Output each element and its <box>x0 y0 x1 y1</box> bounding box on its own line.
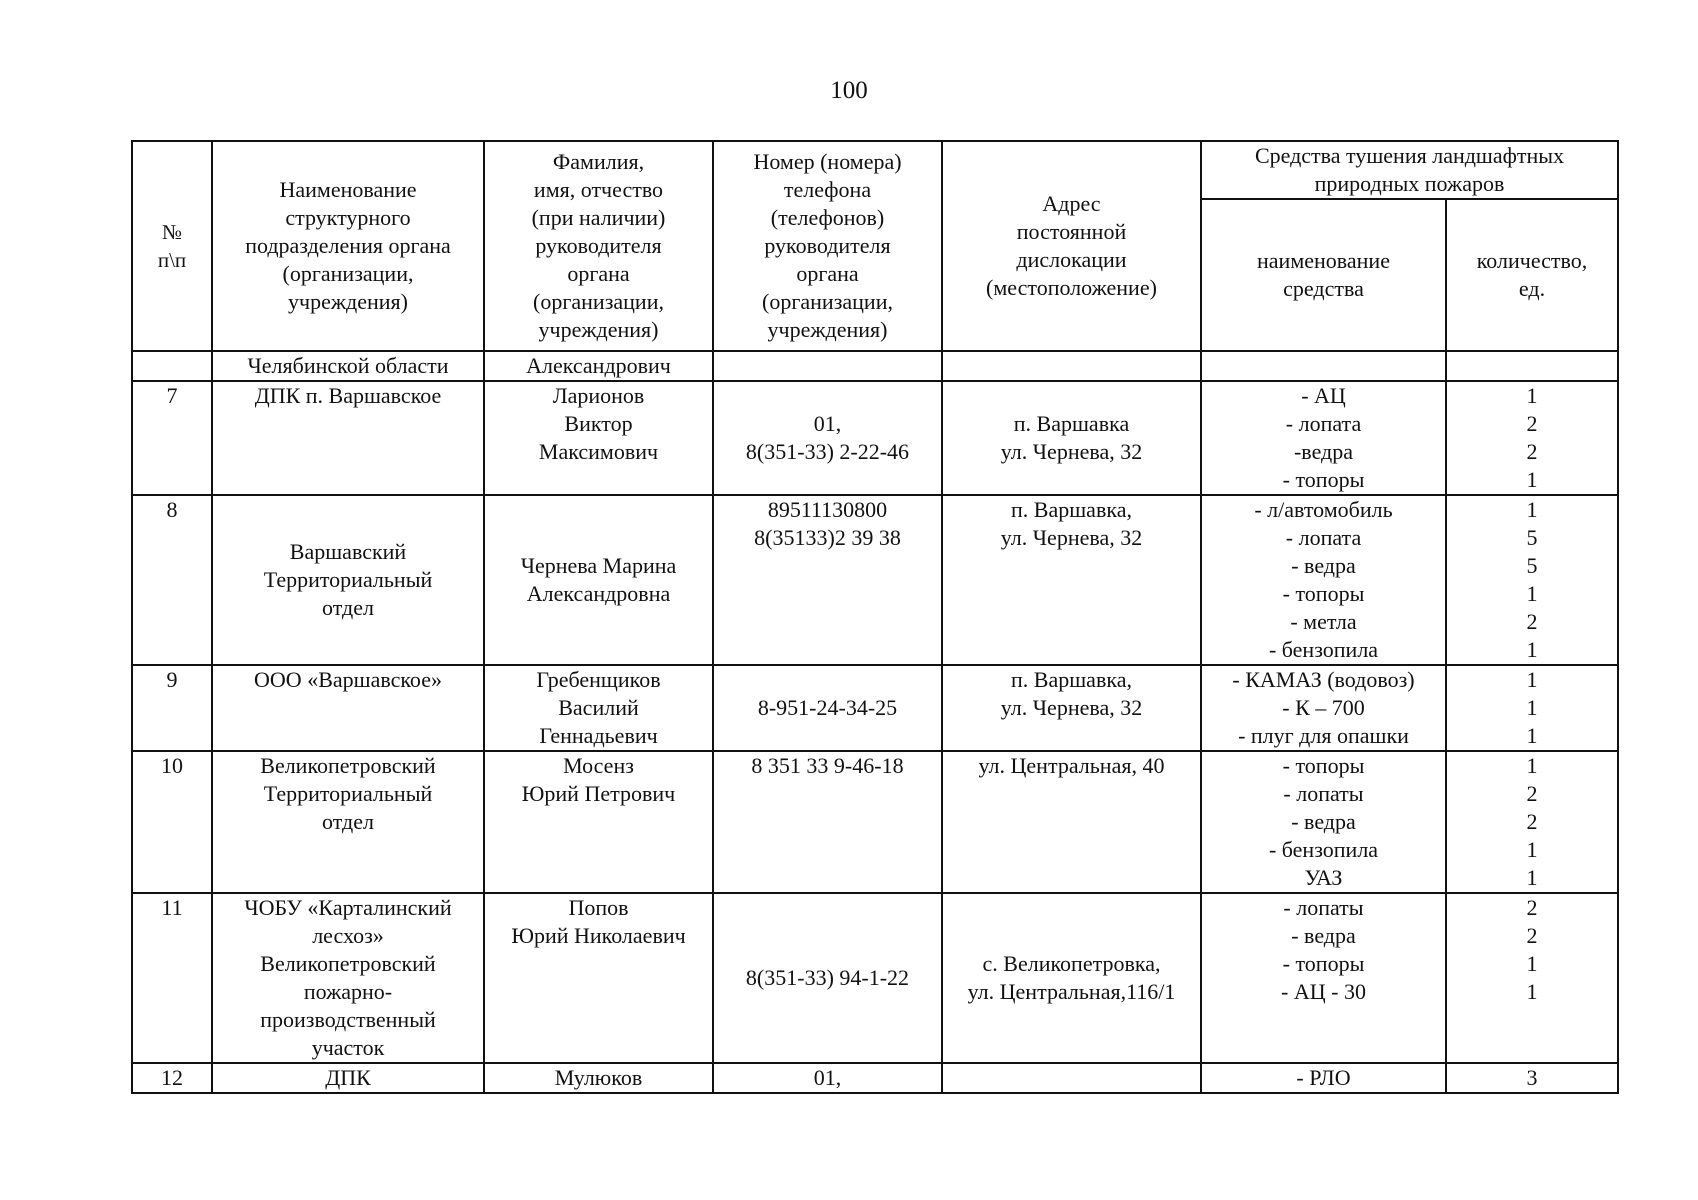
means-name <box>1201 751 1446 893</box>
phone-number <box>713 893 942 1063</box>
means-name <box>1201 381 1446 495</box>
head-name-line: Гребенщиков <box>536 667 661 692</box>
means-name <box>1201 665 1446 751</box>
phone-number-line: 01, <box>813 411 842 436</box>
means-quantity-line: 1 <box>1526 497 1538 522</box>
unit-name-line: лесхоз» <box>312 923 384 948</box>
header-means-name-line: наименование <box>1257 248 1390 273</box>
phone-number-line: 8 351 33 9-46-18 <box>751 753 904 778</box>
means-name-line: - К – 700 <box>1282 695 1365 720</box>
address-line: п. Варшавка, <box>1011 667 1132 692</box>
unit-name-line: участок <box>311 1035 385 1060</box>
header-phone-line: телефона <box>783 177 872 202</box>
header-address-line: Адрес <box>1042 191 1101 216</box>
means-quantity-line: 2 <box>1526 609 1538 634</box>
means-quantity-line: 1 <box>1526 667 1538 692</box>
address <box>942 351 1201 381</box>
header-means-group-line: природных пожаров <box>1314 171 1505 196</box>
means-quantity-line: 2 <box>1526 781 1538 806</box>
means-name <box>1201 351 1446 381</box>
table-row <box>132 1063 1618 1093</box>
phone-number <box>713 751 942 893</box>
head-name-line: Александровна <box>526 581 671 606</box>
means-quantity-line: 1 <box>1526 837 1538 862</box>
header-head-line: учреждения) <box>538 317 659 342</box>
phone-number-line: 8(351-33) 94-1-22 <box>745 965 910 990</box>
unit-name-line: ЧОБУ «Карталинский <box>244 895 452 920</box>
header-phone-line: Номер (номера) <box>753 149 902 174</box>
means-quantity-line: 1 <box>1526 865 1538 890</box>
means-name-line: - лопата <box>1285 525 1362 550</box>
phone-number <box>713 351 942 381</box>
header-means-qty <box>1446 199 1618 351</box>
header-unit-line: (организации, <box>282 261 414 286</box>
header-head-line: (организации, <box>533 289 664 314</box>
address-line: ул. Чернева, 32 <box>1000 439 1143 464</box>
means-name-line: - бензопила <box>1268 637 1379 662</box>
means-quantity-line: 2 <box>1526 439 1538 464</box>
head-name-line: Попов <box>568 895 629 920</box>
header-phone-line: учреждения) <box>767 317 888 342</box>
table-row <box>132 381 1618 495</box>
unit-name-line: ООО «Варшавское» <box>254 667 442 692</box>
page-number: 100 <box>830 77 868 104</box>
unit-name <box>212 751 484 893</box>
head-name-line: Виктор <box>564 411 633 436</box>
head-name-line: Александрович <box>526 353 671 378</box>
address-line: ул. Чернева, 32 <box>1000 525 1143 550</box>
unit-name-line: отдел <box>322 595 374 620</box>
address-line: с. Великопетровка, <box>982 951 1161 976</box>
header-head-line: Фамилия, <box>552 149 645 174</box>
head-name <box>484 381 713 495</box>
phone-number <box>713 381 942 495</box>
means-name-line: - топоры <box>1282 753 1365 778</box>
table-row <box>132 751 1618 893</box>
address <box>942 495 1201 665</box>
means-name-line: -ведра <box>1293 439 1354 464</box>
means-quantity-line: 1 <box>1526 383 1538 408</box>
header-phone-line: (организации, <box>762 289 893 314</box>
row-number: 10 <box>132 751 212 893</box>
means-quantity-line: 2 <box>1526 809 1538 834</box>
header-address-line: (местоположение) <box>986 275 1157 300</box>
header-address-line: постоянной <box>1016 219 1127 244</box>
means-name-line: - метла <box>1290 609 1357 634</box>
header-address <box>942 141 1201 351</box>
means-name-line: - КАМАЗ (водовоз) <box>1232 667 1415 692</box>
header-unit-line: подразделения органа <box>245 233 451 258</box>
unit-name-line: Варшавский <box>289 539 407 564</box>
means-name-line: - л/автомобиль <box>1254 497 1393 522</box>
header-means-group <box>1201 141 1618 199</box>
address <box>942 665 1201 751</box>
phone-number-line: 8(351-33) 2-22-46 <box>745 439 910 464</box>
header-num-line: № <box>161 220 183 244</box>
row-number: 9 <box>132 665 212 751</box>
row-number: 7 <box>132 381 212 495</box>
head-name-line: Максимович <box>538 439 659 464</box>
means-name-line: - топоры <box>1282 951 1365 976</box>
unit-name-line: Территориальный <box>263 781 433 806</box>
head-name <box>484 1063 713 1093</box>
head-name <box>484 665 713 751</box>
head-name <box>484 751 713 893</box>
means-name-line: УАЗ <box>1304 865 1343 890</box>
address <box>942 893 1201 1063</box>
phone-number <box>713 1063 942 1093</box>
means-quantity <box>1446 381 1618 495</box>
phone-number <box>713 495 942 665</box>
means-quantity-line: 1 <box>1526 753 1538 778</box>
unit-name <box>212 1063 484 1093</box>
row-number <box>132 351 212 381</box>
header-phone-line: (телефонов) <box>770 205 885 230</box>
means-name-line: - АЦ <box>1301 383 1346 408</box>
header-means-name <box>1201 199 1446 351</box>
unit-name-line: Территориальный <box>263 567 433 592</box>
head-name <box>484 351 713 381</box>
phone-number-line: 8-951-24-34-25 <box>757 695 898 720</box>
means-quantity-line: 2 <box>1526 411 1538 436</box>
row-number: 12 <box>132 1063 212 1093</box>
head-name-line: Ларионов <box>552 383 645 408</box>
phone-number <box>713 665 942 751</box>
table-row <box>132 893 1618 1063</box>
means-quantity <box>1446 751 1618 893</box>
phone-number-line: 01, <box>813 1065 842 1090</box>
means-name-line: - ведра <box>1291 809 1356 834</box>
means-quantity-line: 1 <box>1526 695 1538 720</box>
head-name-line: Юрий Петрович <box>521 781 676 806</box>
means-quantity <box>1446 1063 1618 1093</box>
unit-name-line: Челябинской области <box>247 353 449 378</box>
header-means-qty-line: ед. <box>1518 276 1546 301</box>
header-means-name-line: средства <box>1283 276 1364 301</box>
head-name <box>484 495 713 665</box>
unit-name-line: ДПК <box>325 1065 371 1090</box>
means-quantity <box>1446 665 1618 751</box>
address <box>942 381 1201 495</box>
address-line: ул. Чернева, 32 <box>1000 695 1143 720</box>
address <box>942 751 1201 893</box>
means-quantity-line: 1 <box>1526 581 1538 606</box>
means-name-line: - ведра <box>1291 923 1356 948</box>
header-phone-line: органа <box>796 261 859 286</box>
address-line: п. Варшавка <box>1013 411 1130 436</box>
unit-name <box>212 893 484 1063</box>
address <box>942 1063 1201 1093</box>
means-quantity-line: 5 <box>1526 525 1538 550</box>
head-name-line: Василий <box>558 695 639 720</box>
header-address-line: дислокации <box>1016 247 1127 272</box>
header-num <box>132 141 212 351</box>
header-means-group-line: Средства тушения ландшафтных <box>1254 143 1565 168</box>
header-phone-line: руководителя <box>764 233 891 258</box>
address-line: ул. Центральная, 40 <box>978 753 1165 778</box>
means-name-line: - топоры <box>1282 467 1365 492</box>
table-row <box>132 351 1618 381</box>
header-means-qty-line: количество, <box>1476 248 1588 273</box>
table-row <box>132 495 1618 665</box>
header-unit-line: структурного <box>285 205 411 230</box>
address-line: п. Варшавка, <box>1011 497 1132 522</box>
means-name-line: - РЛО <box>1296 1065 1351 1090</box>
fire-resources-table <box>131 140 1619 1094</box>
unit-name <box>212 381 484 495</box>
means-name-line: - ведра <box>1291 553 1356 578</box>
head-name-line: Чернева Марина <box>520 553 677 578</box>
header-unit-line: учреждения) <box>288 289 408 314</box>
means-quantity-line: 1 <box>1526 979 1538 1004</box>
head-name-line: Мулюков <box>554 1065 643 1090</box>
header-unit-line: Наименование <box>279 177 417 202</box>
unit-name-line: производственный <box>260 1007 436 1032</box>
means-quantity-line: 1 <box>1526 723 1538 748</box>
head-name-line: Юрий Николаевич <box>511 923 686 948</box>
means-name-line: - лопаты <box>1283 781 1364 806</box>
means-name-line: - топоры <box>1282 581 1365 606</box>
means-quantity <box>1446 495 1618 665</box>
means-quantity-line: 1 <box>1526 467 1538 492</box>
means-quantity-line: 1 <box>1526 637 1538 662</box>
means-quantity-line: 5 <box>1526 553 1538 578</box>
head-name-line: Геннадьевич <box>539 723 658 748</box>
unit-name <box>212 351 484 381</box>
phone-number-line: 8(35133)2 39 38 <box>754 525 901 550</box>
address-line: ул. Центральная,116/1 <box>967 979 1176 1004</box>
header-phone <box>713 141 942 351</box>
header-head-line: органа <box>567 261 630 286</box>
means-name-line: - плуг для опашки <box>1238 723 1409 748</box>
means-name-line: - лопаты <box>1283 895 1364 920</box>
row-number: 11 <box>132 893 212 1063</box>
means-quantity-line: 3 <box>1526 1065 1538 1090</box>
means-name-line: - лопата <box>1285 411 1362 436</box>
row-number: 8 <box>132 495 212 665</box>
unit-name <box>212 665 484 751</box>
head-name <box>484 893 713 1063</box>
means-quantity-line: 2 <box>1526 923 1538 948</box>
header-head-line: руководителя <box>535 233 662 258</box>
unit-name-line: ДПК п. Варшавское <box>254 383 442 408</box>
head-name-line: Мосенз <box>563 753 634 778</box>
unit-name <box>212 495 484 665</box>
header-head-line: (при наличии) <box>531 205 666 230</box>
header-num-line: п\п <box>157 248 187 272</box>
means-name-line: - бензопила <box>1268 837 1379 862</box>
means-quantity <box>1446 351 1618 381</box>
header-unit <box>212 141 484 351</box>
means-name <box>1201 1063 1446 1093</box>
unit-name-line: Великопетровский <box>260 753 436 778</box>
means-name <box>1201 495 1446 665</box>
means-quantity-line: 2 <box>1526 895 1538 920</box>
means-name <box>1201 893 1446 1063</box>
means-quantity-line: 1 <box>1526 951 1538 976</box>
unit-name-line: пожарно- <box>303 979 393 1004</box>
table-row <box>132 665 1618 751</box>
unit-name-line: отдел <box>322 809 374 834</box>
means-quantity <box>1446 893 1618 1063</box>
means-name-line: - АЦ - 30 <box>1281 979 1366 1004</box>
header-row <box>132 141 1618 199</box>
unit-name-line: Великопетровский <box>260 951 436 976</box>
header-head <box>484 141 713 351</box>
header-head-line: имя, отчество <box>533 177 664 202</box>
phone-number-line: 89511130800 <box>767 497 888 522</box>
